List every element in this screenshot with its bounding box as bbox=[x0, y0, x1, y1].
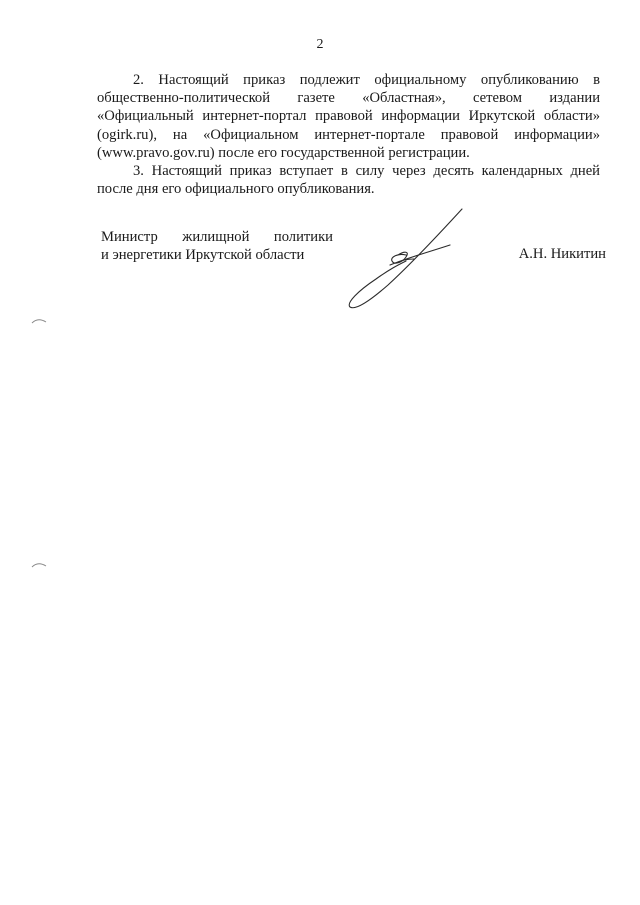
document-body bbox=[97, 71, 600, 198]
margin-scan-mark-icon bbox=[30, 562, 48, 568]
position-line-1 bbox=[101, 228, 333, 246]
handwritten-signature-icon bbox=[340, 205, 470, 317]
signatory-position bbox=[101, 228, 333, 264]
paragraph-effective-date: 3. Настоящий приказ вступает в силу через десять календарных дней после дня его официального опубликования. bbox=[97, 163, 600, 198]
page-number: 2 bbox=[316, 37, 324, 52]
position-line-2: и энергетики Иркутской области bbox=[101, 247, 305, 263]
paragraph-publication: 2. Настоящий приказ подлежит официальному опубликованию в общественно-политической газете «Областная», сетевом издании «Официальный интернет-портал правовой информации Иркутской области» (ogirk.ru), на «Официальном интернет-портале правовой информации» (www.pravo.gov.ru) после его государственной регистрации. bbox=[97, 72, 600, 161]
position-word: Министр bbox=[101, 229, 158, 245]
signer-name: А.Н. Никитин bbox=[518, 246, 606, 262]
margin-scan-mark-icon bbox=[30, 318, 48, 324]
position-word: политики bbox=[273, 229, 333, 245]
position-word: жилищной bbox=[182, 229, 250, 245]
